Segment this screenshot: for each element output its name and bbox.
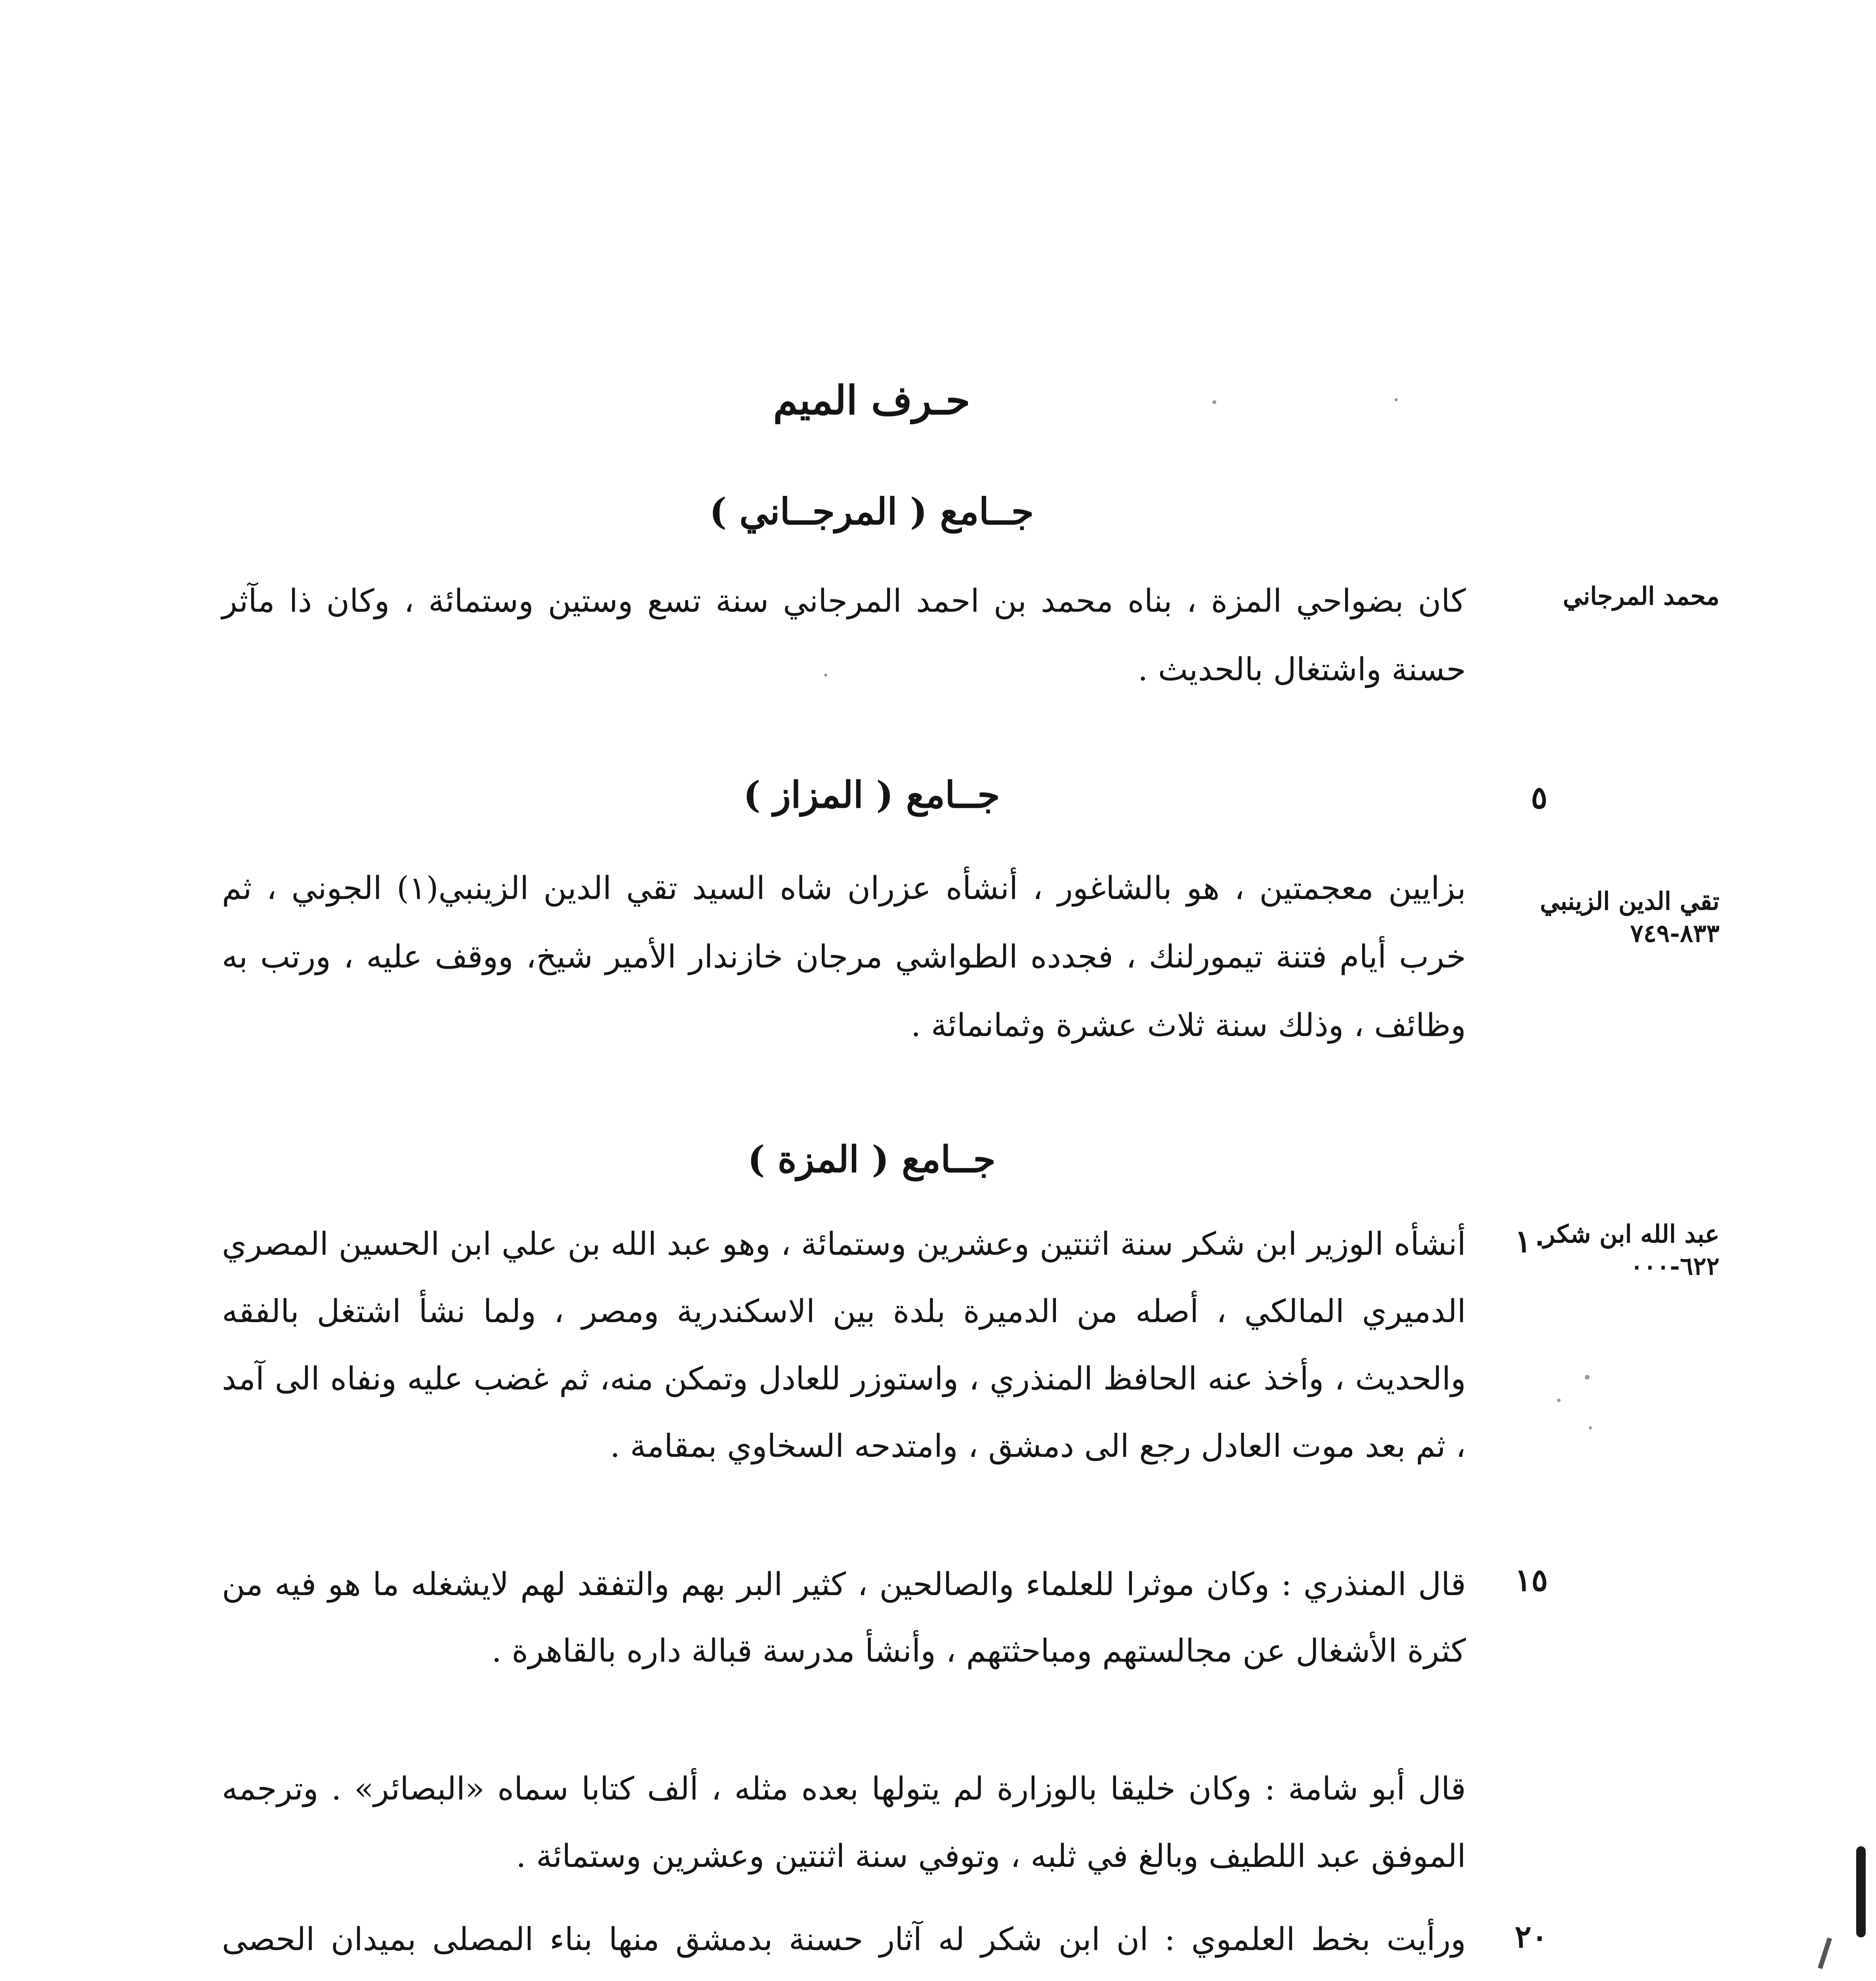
scan-edge-mark [1818,1937,1832,1969]
paragraph-mazza-4: ورأيت بخط العلموي : ان ابن شكر له آثار حسنة بدمشق منها بناء المصلى بميدان الحصى [222,1921,1466,1958]
margin-note-name: عبد الله ابن شكر [1543,1220,1720,1248]
line-number-5: ٥ [1531,780,1548,816]
line-number-10: ١٠ [1515,1223,1548,1260]
margin-note-marjani: محمد المرجاني [1563,582,1720,611]
paragraph-mazza-3: قال أبو شامة : وكان خليقا بالوزارة لم يتولها بعده مثله ، ألف كتابا سماه «البصائر» . وترجمه الموفق عبد اللطيف وبالغ في ثلبه ، وتوفي سنة اثنتين وعشرين وستمائة . [222,1770,1466,1874]
line-number-15: ١٥ [1515,1562,1548,1598]
chapter-heading: حـرف الميم [773,377,970,424]
section-title-mazaz: جــامع ( المزاز ) [743,773,1000,816]
margin-note-dates: ٦٢٢-٠٠٠ [1630,1251,1720,1281]
paragraph-marjani: كان بضواحي المزة ، بناه محمد بن احمد المرجاني سنة تسع وستين وستمائة ، وكان ذا مآثر حسنة واشتغال بالحديث . [222,582,1466,688]
scan-speck [1589,1426,1592,1429]
margin-note-zaynabi [1498,886,1720,949]
paragraph-mazza-2: قال المنذري : وكان موثرا للعلماء والصالحين ، كثير البر بهم والتفقد لهم لايشغله ما هو فيه من كثرة الأشغال عن مجالستهم ومباحثتهم ، وأنشأ مدرسة قبالة داره بالقاهرة . [222,1566,1466,1669]
margin-note-ibn-shukr [1498,1218,1720,1282]
scan-speck [1585,1375,1590,1380]
section-title-marjani: جــامع ( المرجــاني ) [709,490,1034,533]
scan-speck [1395,398,1398,401]
scan-edge-mark [1856,1846,1866,1937]
paragraph-mazaz: بزايين معجمتين ، هو بالشاغور ، أنشأه عزران شاه السيد تقي الدين الزينبي(١) الجوني ، ثم خرب أيام فتنة تيمورلنك ، فجدده الطواشي مرجان خازندار الأمير شيخ، ووقف عليه ، ورتب به وظائف ، وذلك سنة ثلاث عشرة وثمانمائة . [222,870,1466,1044]
margin-note-dates: ٨٣٣-٧٤٩ [1630,918,1720,948]
scan-speck [1557,1399,1561,1402]
scan-speck [824,674,827,677]
scan-speck [1212,400,1216,404]
paragraph-mazza-1: أنشأه الوزير ابن شكر سنة اثنتين وعشرين وستمائة ، وهو عبد الله بن علي ابن الحسين المصري الدميري المالكي ، أصله من الدميرة بلدة بين الاسكندرية ومصر ، ولما نشأ اشتغل بالفقه والحديث ، وأخذ عنه الحافظ المنذري ، واستوزر للعادل وتمكن منه، ثم غضب عليه ونفاه الى آمد ، ثم بعد موت العادل رجع الى دمشق ، وامتدحه السخاوي بمقامة . [222,1225,1466,1464]
section-title-mazza: جــامع ( المزة ) [748,1138,996,1181]
margin-note-name: تقي الدين الزينبي [1540,887,1720,916]
line-number-20: ٢٠ [1515,1919,1548,1955]
